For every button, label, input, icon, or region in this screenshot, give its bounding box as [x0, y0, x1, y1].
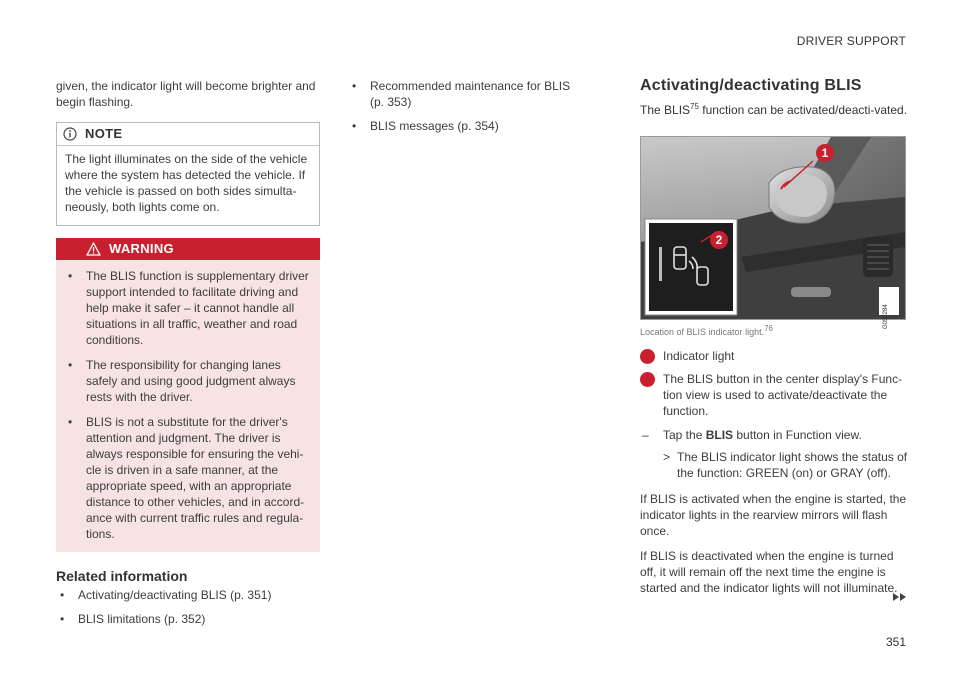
related-link[interactable]: • Activating/deactivating BLIS (p. 351): [60, 588, 272, 602]
figure-caption: Location of BLIS indicator light.$^{76}$: [640, 324, 773, 337]
info-icon: [63, 127, 77, 141]
car-interior-illustration: [641, 137, 905, 319]
callout-2-badge: 2: [710, 231, 728, 249]
callout-1-icon: [640, 349, 655, 364]
section-title: Activating/deactivating BLIS: [640, 77, 862, 94]
paragraph-deactivated: If BLIS is deactivated when the engine is turned off, it will remain off the next time the engine is started and the indicator lights will not illuminate.: [640, 549, 898, 595]
note-body: The light illuminates on the side of the vehicle where the system has detected the vehicle. If the vehicle is passed on both sides simulta-neously, both lights come on.: [65, 152, 308, 214]
paragraph-activated: If BLIS is activated when the engine is started, the indicator lights in the rearview mirrors will flash once.: [640, 492, 907, 538]
footnote-ref[interactable]: 76: [764, 324, 773, 333]
warning-box: [56, 238, 320, 552]
related-link[interactable]: • BLIS limitations (p. 352): [60, 612, 206, 626]
continued-arrows-icon: [892, 592, 908, 602]
warning-title: WARNING: [109, 241, 174, 256]
section-header: DRIVER SUPPORT: [796, 34, 906, 48]
warning-triangle-icon: [86, 242, 101, 256]
related-link[interactable]: • Recommended maintenance for BLIS (p. 353): [352, 79, 571, 109]
warning-item: • BLIS is not a substitute for the driver's attention and judgment. The driver is always responsible for ensuring the vehi-cle is driven in a safe manner, at the appropriate speed, with an appropriate distance to other vehicles, and in accord-ance with current traffic rules and regula-tions.: [68, 415, 305, 541]
figure-code: G052284: [879, 287, 899, 315]
note-box: [56, 122, 320, 226]
column-right: [640, 78, 908, 596]
related-link[interactable]: • BLIS messages (p. 354): [352, 119, 499, 133]
intro-text: given, the indicator light will become brighter and begin flashing.: [56, 79, 316, 109]
callout-item: Indicator light: [640, 348, 908, 364]
warning-item: • The BLIS function is supplementary driver support intended to facilitate driving and help make it safer – it cannot handle all situations in all traffic, weather and road conditions.: [68, 269, 309, 347]
page-number: 351: [885, 635, 906, 649]
callout-2-icon: [640, 372, 655, 387]
column-middle: [348, 78, 578, 142]
warning-item: • The responsibility for changing lanes safely and using good judgment always rests with the driver.: [68, 358, 296, 404]
section-intro: The BLIS$^{75}$ function can be activated/deacti-vated.: [640, 102, 908, 117]
callout-item: The BLIS button in the center display's Func-tion view is used to activate/deactivate the function.: [640, 371, 908, 419]
related-information: [56, 568, 320, 627]
instruction-result: > The BLIS indicator light shows the status of the function: GREEN (on) or GRAY (off).: [663, 450, 908, 480]
footnote-ref[interactable]: 75: [690, 102, 699, 111]
instruction-step: – Tap the BLIS button in Function view.: [642, 428, 862, 442]
related-title: Related information: [56, 568, 188, 584]
column-left: [56, 78, 320, 635]
warning-header: [56, 238, 320, 260]
note-title: NOTE: [85, 126, 123, 141]
callout-1-badge: 1: [816, 144, 834, 162]
note-header: [57, 123, 319, 146]
